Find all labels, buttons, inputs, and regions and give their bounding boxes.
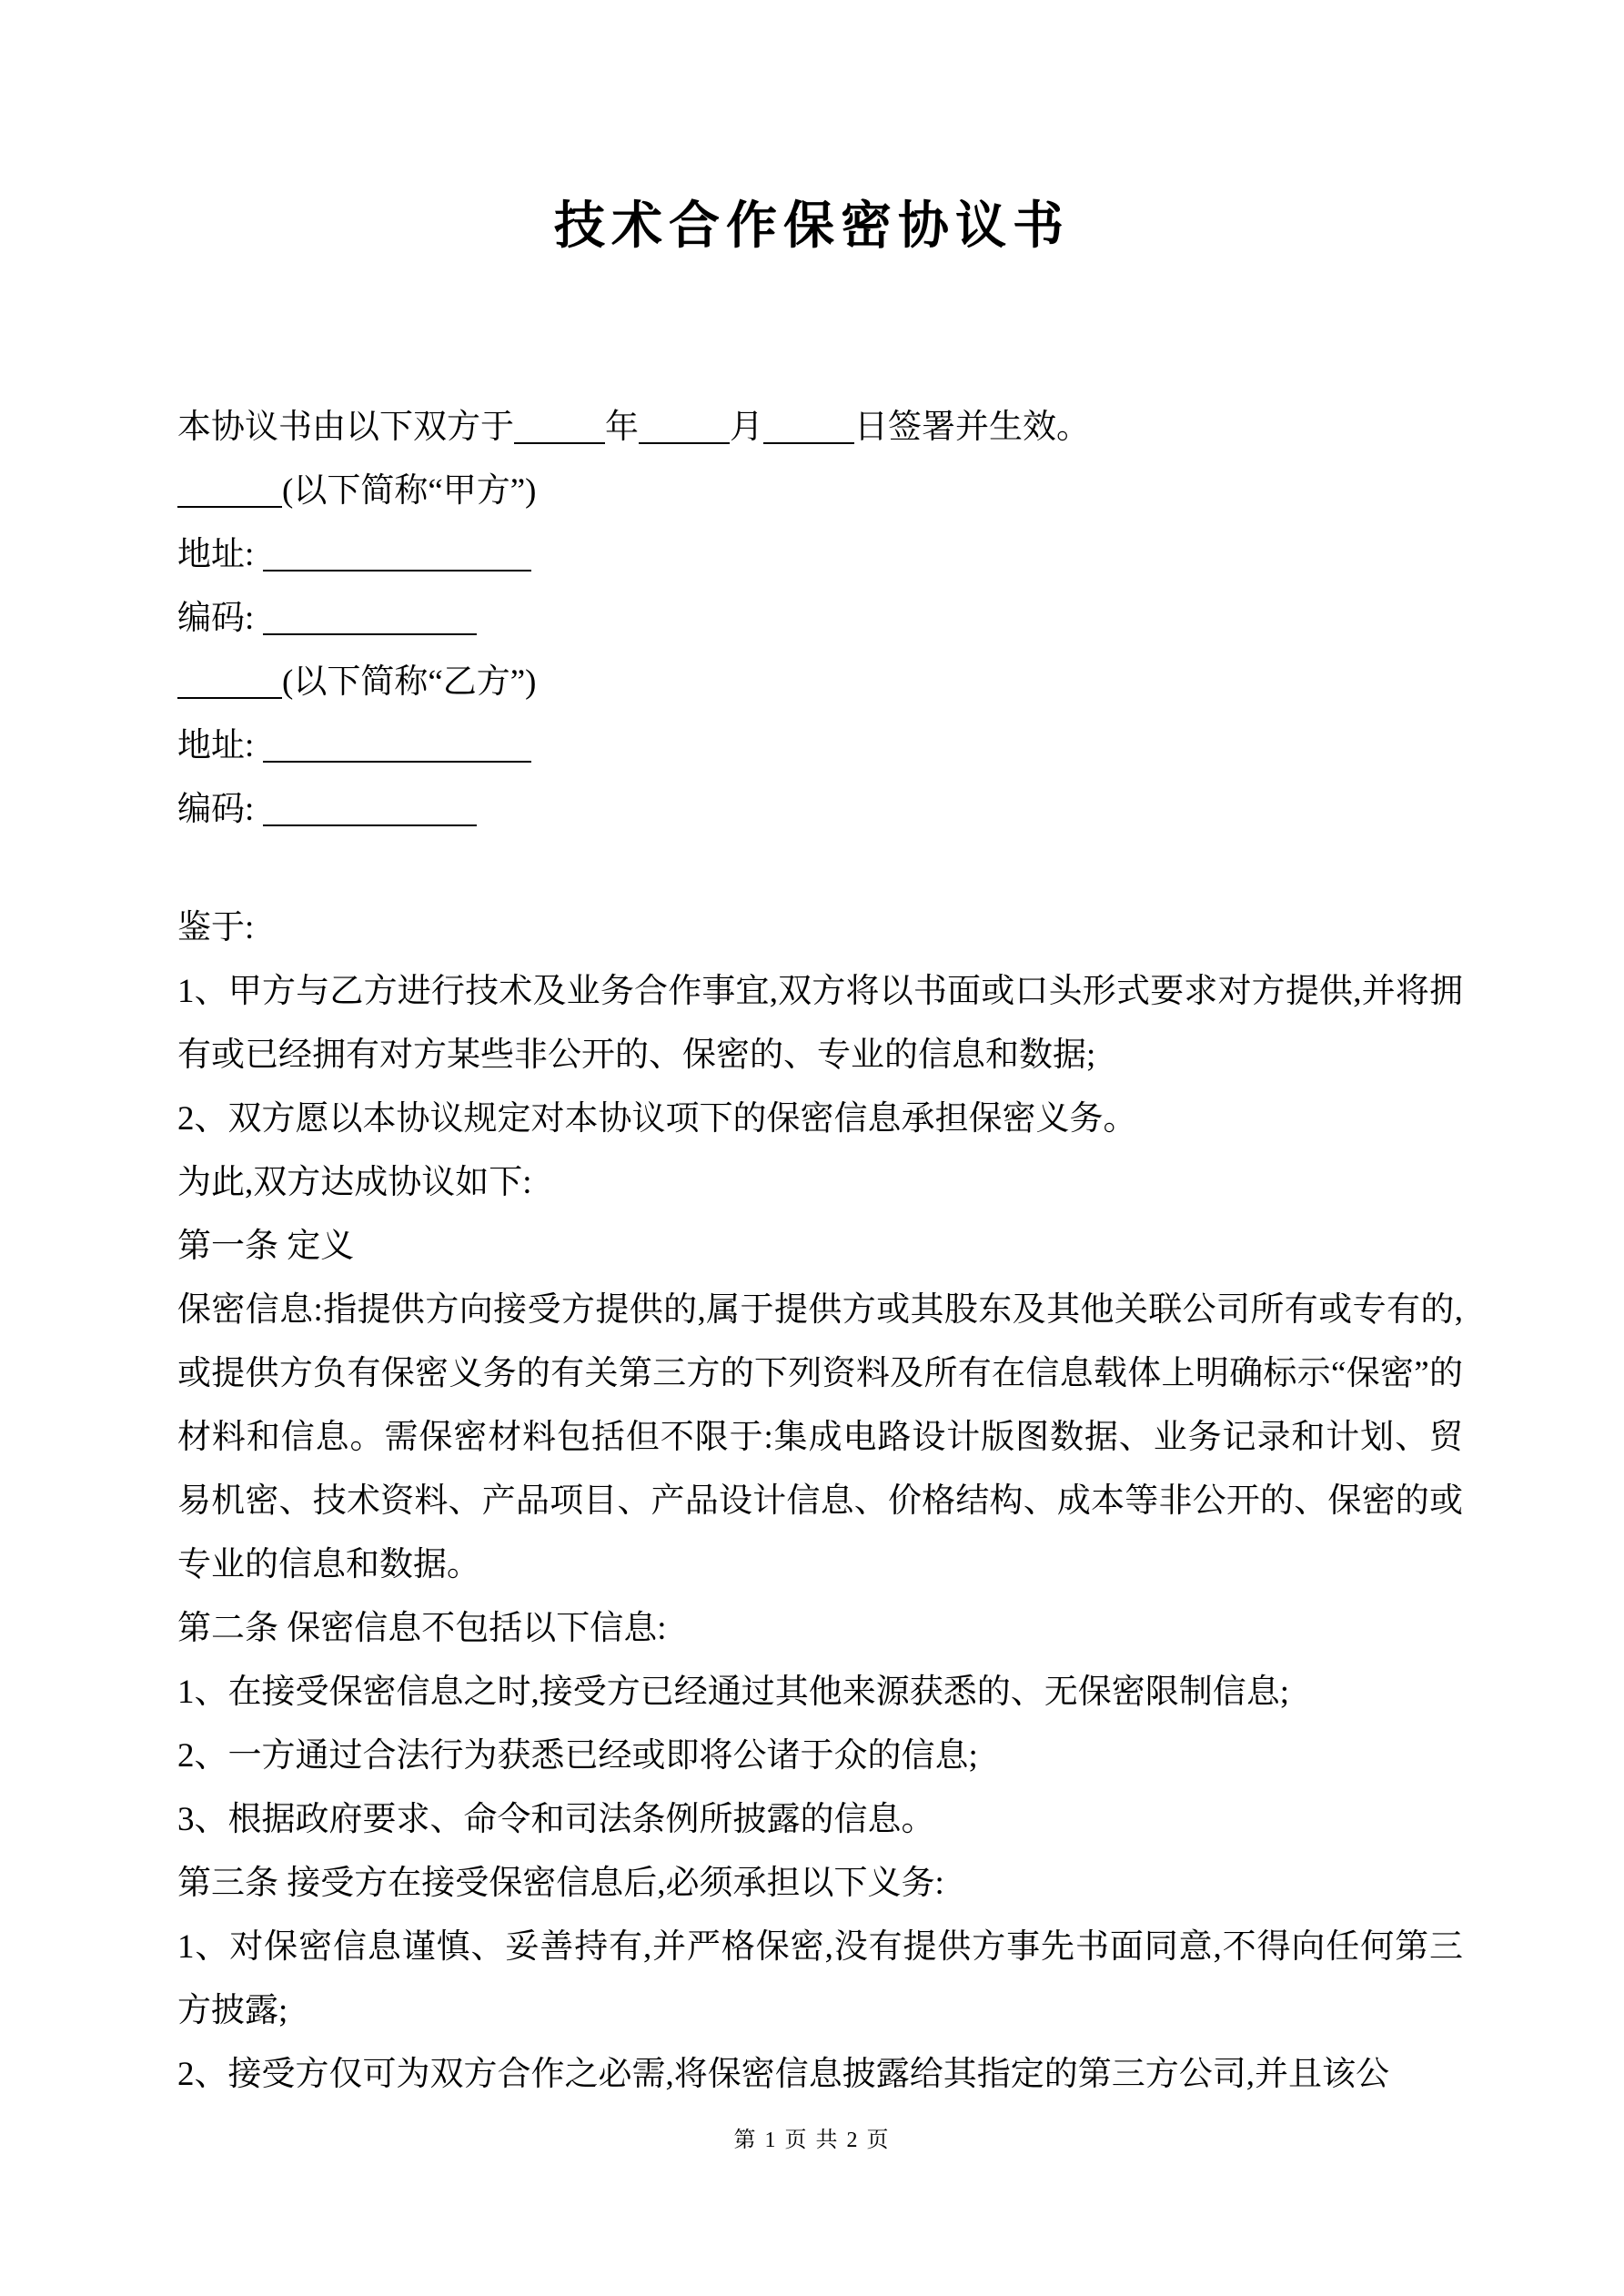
article-1-body: 保密信息:指提供方向接受方提供的,属于提供方或其股东及其他关联公司所有或专有的,或提供方负有保密义务的有关第三方的下列资料及所有在信息载体上明确标示“保密”的材料和信息。需保密材料包括但不限于:集成电路设计版图数据、业务记录和计划、贸易机密、技术资料、产品项目、产品设计信息、价格结构、成本等非公开的、保密的或专业的信息和数据。: [177, 1291, 1463, 1583]
article-2-item-1: 1、在接受保密信息之时,接受方已经通过其他来源获悉的、无保密限制信息;: [177, 1674, 1290, 1711]
year-label: 年: [605, 409, 639, 446]
month-label: 月: [730, 409, 763, 446]
party-a-label: (以下简称“甲方”): [282, 472, 537, 510]
signing-date-line: [177, 396, 1463, 460]
whereas-item-1: 1、甲方与乙方进行技术及业务合作事宜,双方将以书面或口头形式要求对方提供,并将拥有或已经拥有对方某些非公开的、保密的、专业的信息和数据;: [177, 973, 1463, 1074]
party-a-postcode-blank[interactable]: [263, 599, 477, 635]
therefore-line: 为此,双方达成协议如下:: [177, 1164, 532, 1201]
agreement-body: [177, 896, 1463, 2107]
article-2-item-3: 3、根据政府要求、命令和司法条例所披露的信息。: [177, 1801, 935, 1838]
party-b-address-blank[interactable]: [263, 726, 531, 763]
document-title: 技术合作保密协议书: [554, 198, 1070, 255]
month-blank[interactable]: [639, 408, 730, 444]
article-3-item-1: 1、对保密信息谨慎、妥善持有,并严格保密,没有提供方事先书面同意,不得向任何第三方披露;: [177, 1928, 1463, 2029]
party-a-name-blank[interactable]: [177, 471, 282, 508]
date-line-suffix: 日签署并生效。: [854, 409, 1090, 446]
address-label: 地址:: [177, 536, 255, 573]
article-3-heading: 第三条 接受方在接受保密信息后,必须承担以下义务:: [177, 1865, 944, 1902]
party-b-postcode-line: [177, 778, 1463, 842]
party-b-address-line: [177, 714, 1463, 778]
article-1-heading: 第一条 定义: [177, 1228, 355, 1265]
party-b-name-blank[interactable]: [177, 663, 282, 699]
address-label: 地址:: [177, 727, 255, 764]
party-a-line: [177, 460, 1463, 523]
article-3-item-2: 2、接受方仅可为双方合作之必需,将保密信息披露给其指定的第三方公司,并且该公: [177, 2056, 1389, 2093]
party-b-line: [177, 651, 1463, 714]
postcode-label: 编码:: [177, 600, 255, 637]
page-number-footer: 第 1 页 共 2 页: [733, 2129, 891, 2152]
whereas-heading: 鉴于:: [177, 909, 255, 946]
intro-section: [177, 396, 1463, 842]
year-blank[interactable]: [514, 408, 605, 444]
day-blank[interactable]: [763, 408, 854, 444]
date-line-prefix: 本协议书由以下双方于: [177, 409, 514, 446]
party-a-postcode-line: [177, 587, 1463, 651]
whereas-item-2: 2、双方愿以本协议规定对本协议项下的保密信息承担保密义务。: [177, 1100, 1137, 1138]
party-a-address-blank[interactable]: [263, 535, 531, 571]
party-b-label: (以下简称“乙方”): [282, 663, 537, 701]
party-b-postcode-blank[interactable]: [263, 790, 477, 826]
article-2-item-2: 2、一方通过合法行为获悉已经或即将公诸于众的信息;: [177, 1737, 978, 1775]
article-2-heading: 第二条 保密信息不包括以下信息:: [177, 1610, 667, 1647]
postcode-label: 编码:: [177, 791, 255, 828]
party-a-address-line: [177, 523, 1463, 587]
